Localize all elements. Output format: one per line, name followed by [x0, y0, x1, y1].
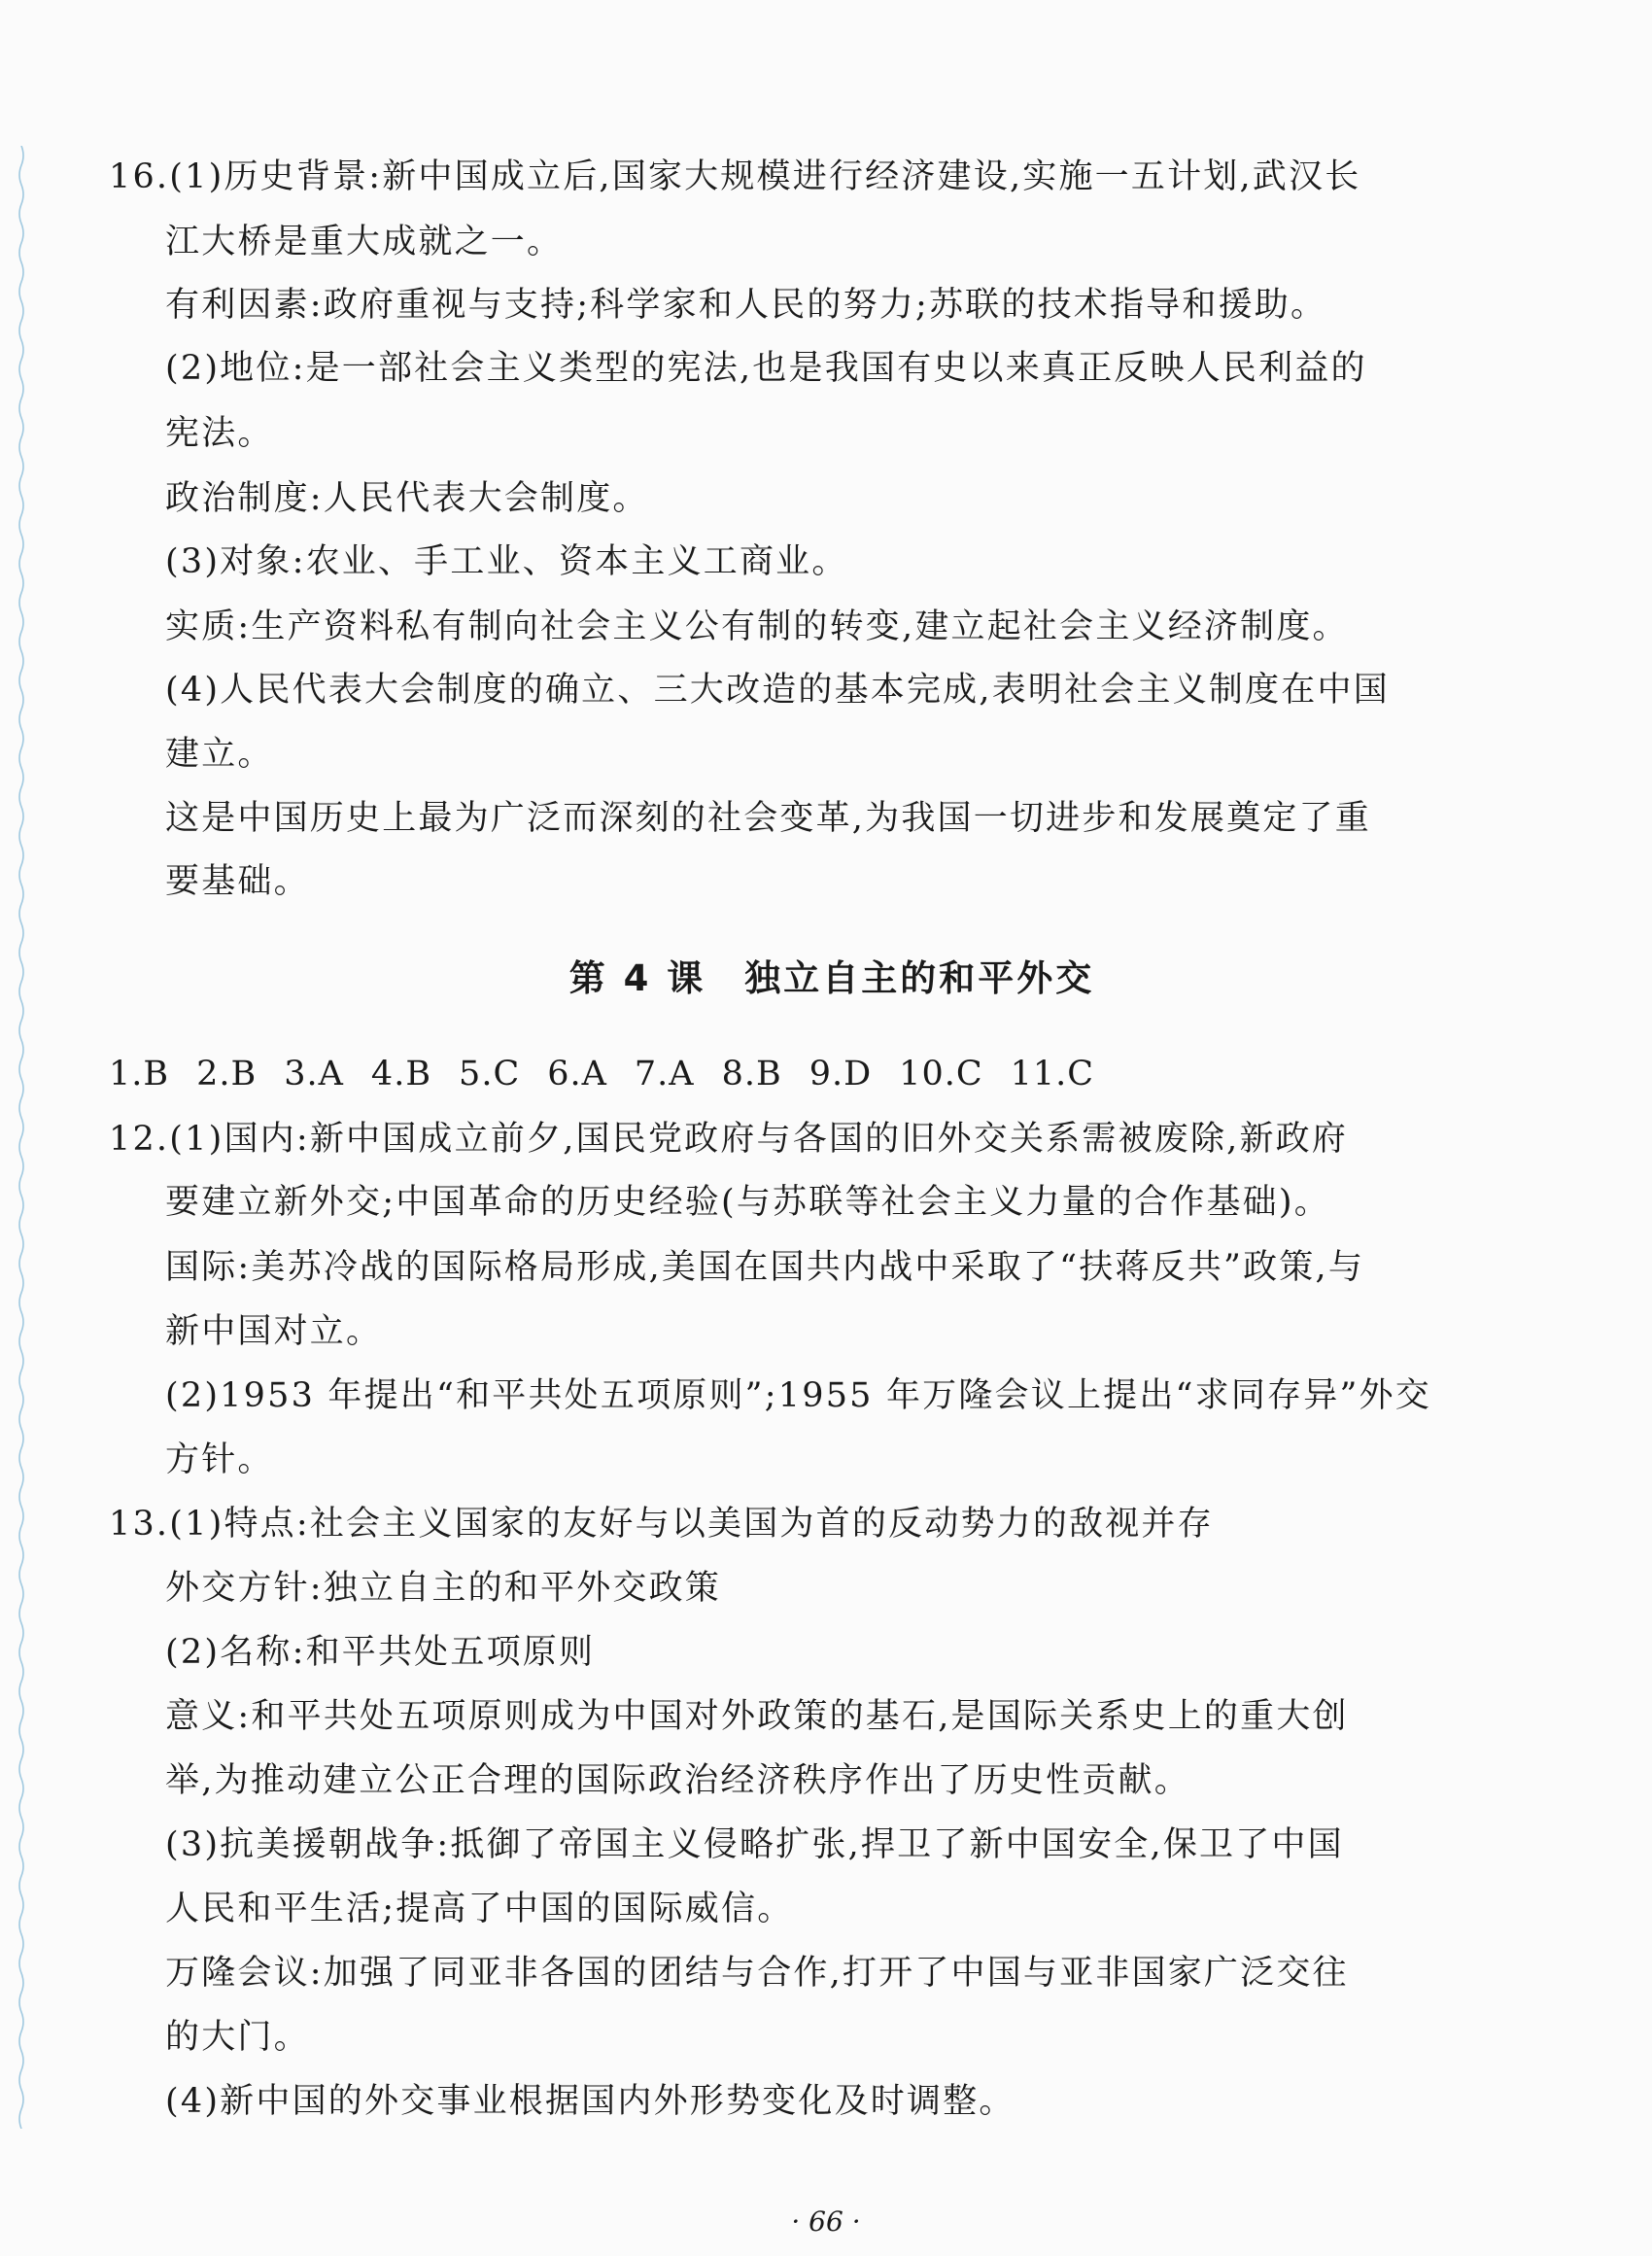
q12-line: 要建立新外交;中国革命的历史经验(与苏联等社会主义力量的合作基础)。 — [165, 1183, 1330, 1222]
q12-line: 新中国对立。 — [165, 1312, 383, 1351]
answer-item: 2.B — [196, 1055, 258, 1093]
q12-line: 12.(1)国内:新中国成立前夕,国民党政府与各国的旧外交关系需被废除,新政府 — [109, 1120, 1349, 1159]
q16-line: 建立。 — [165, 735, 274, 774]
answer-item: 10.C — [899, 1055, 983, 1093]
q13-line: (4)新中国的外交事业根据国内外形势变化及时调整。 — [165, 2082, 1015, 2121]
q12-line: 方针。 — [165, 1440, 274, 1479]
q13-line: (2)名称:和平共处五项原则 — [165, 1633, 596, 1672]
q13-line: 13.(1)特点:社会主义国家的友好与以美国为首的反动势力的敌视并存 — [109, 1505, 1214, 1544]
q13-line: 的大门。 — [165, 2018, 310, 2057]
answer-key — [109, 1053, 1094, 1095]
q13-line: 人民和平生活;提高了中国的国际威信。 — [165, 1890, 794, 1928]
q16-line: 要基础。 — [165, 862, 310, 901]
answer-item: 6.A — [547, 1055, 607, 1093]
lesson-title: 第 4 课 独立自主的和平外交 — [568, 957, 1095, 999]
answer-item: 9.D — [809, 1055, 873, 1093]
q13-line: (3)抗美援朝战争:抵御了帝国主义侵略扩张,捍卫了新中国安全,保卫了中国 — [165, 1825, 1344, 1864]
answer-item: 8.B — [721, 1055, 782, 1093]
answer-item: 1.B — [109, 1055, 170, 1093]
q16-line: (3)对象:农业、手工业、资本主义工商业。 — [165, 542, 848, 581]
q13-line: 外交方针:独立自主的和平外交政策 — [165, 1569, 721, 1608]
q16-line: 江大桥是重大成就之一。 — [165, 223, 564, 261]
answer-item: 4.B — [370, 1055, 432, 1093]
q16-line: 这是中国历史上最为广泛而深刻的社会变革,为我国一切进步和发展奠定了重 — [165, 799, 1371, 838]
answer-item: 7.A — [634, 1055, 695, 1093]
q16-line: (2)地位:是一部社会主义类型的宪法,也是我国有史以来真正反映人民利益的 — [165, 349, 1367, 388]
q16-line: 有利因素:政府重视与支持;科学家和人民的努力;苏联的技术指导和援助。 — [165, 286, 1327, 325]
answer-item: 11.C — [1010, 1055, 1095, 1093]
q12-line: (2)1953 年提出“和平共处五项原则”;1955 年万隆会议上提出“求同存异”外交 — [165, 1376, 1431, 1415]
q16-line: 16.(1)历史背景:新中国成立后,国家大规模进行经济建设,实施一五计划,武汉长 — [109, 157, 1361, 196]
q16-line: 政治制度:人民代表大会制度。 — [165, 479, 649, 518]
q16-line: 宪法。 — [165, 414, 274, 453]
answer-item: 3.A — [284, 1055, 344, 1093]
page-number: · 66 · — [791, 2205, 861, 2238]
q16-line: 实质:生产资料私有制向社会主义公有制的转变,建立起社会主义经济制度。 — [165, 607, 1349, 646]
q13-line: 举,为推动建立公正合理的国际政治经济秩序作出了历史性贡献。 — [165, 1761, 1190, 1800]
answer-item: 5.C — [459, 1055, 521, 1093]
q13-line: 万隆会议:加强了同亚非各国的团结与合作,打开了中国与亚非国家广泛交往 — [165, 1954, 1349, 1993]
q13-line: 意义:和平共处五项原则成为中国对外政策的基石,是国际关系史上的重大创 — [165, 1697, 1349, 1736]
q16-line: (4)人民代表大会制度的确立、三大改造的基本完成,表明社会主义制度在中国 — [165, 671, 1390, 710]
q12-line: 国际:美苏冷战的国际格局形成,美国在国共内战中采取了“扶蒋反共”政策,与 — [165, 1248, 1365, 1287]
